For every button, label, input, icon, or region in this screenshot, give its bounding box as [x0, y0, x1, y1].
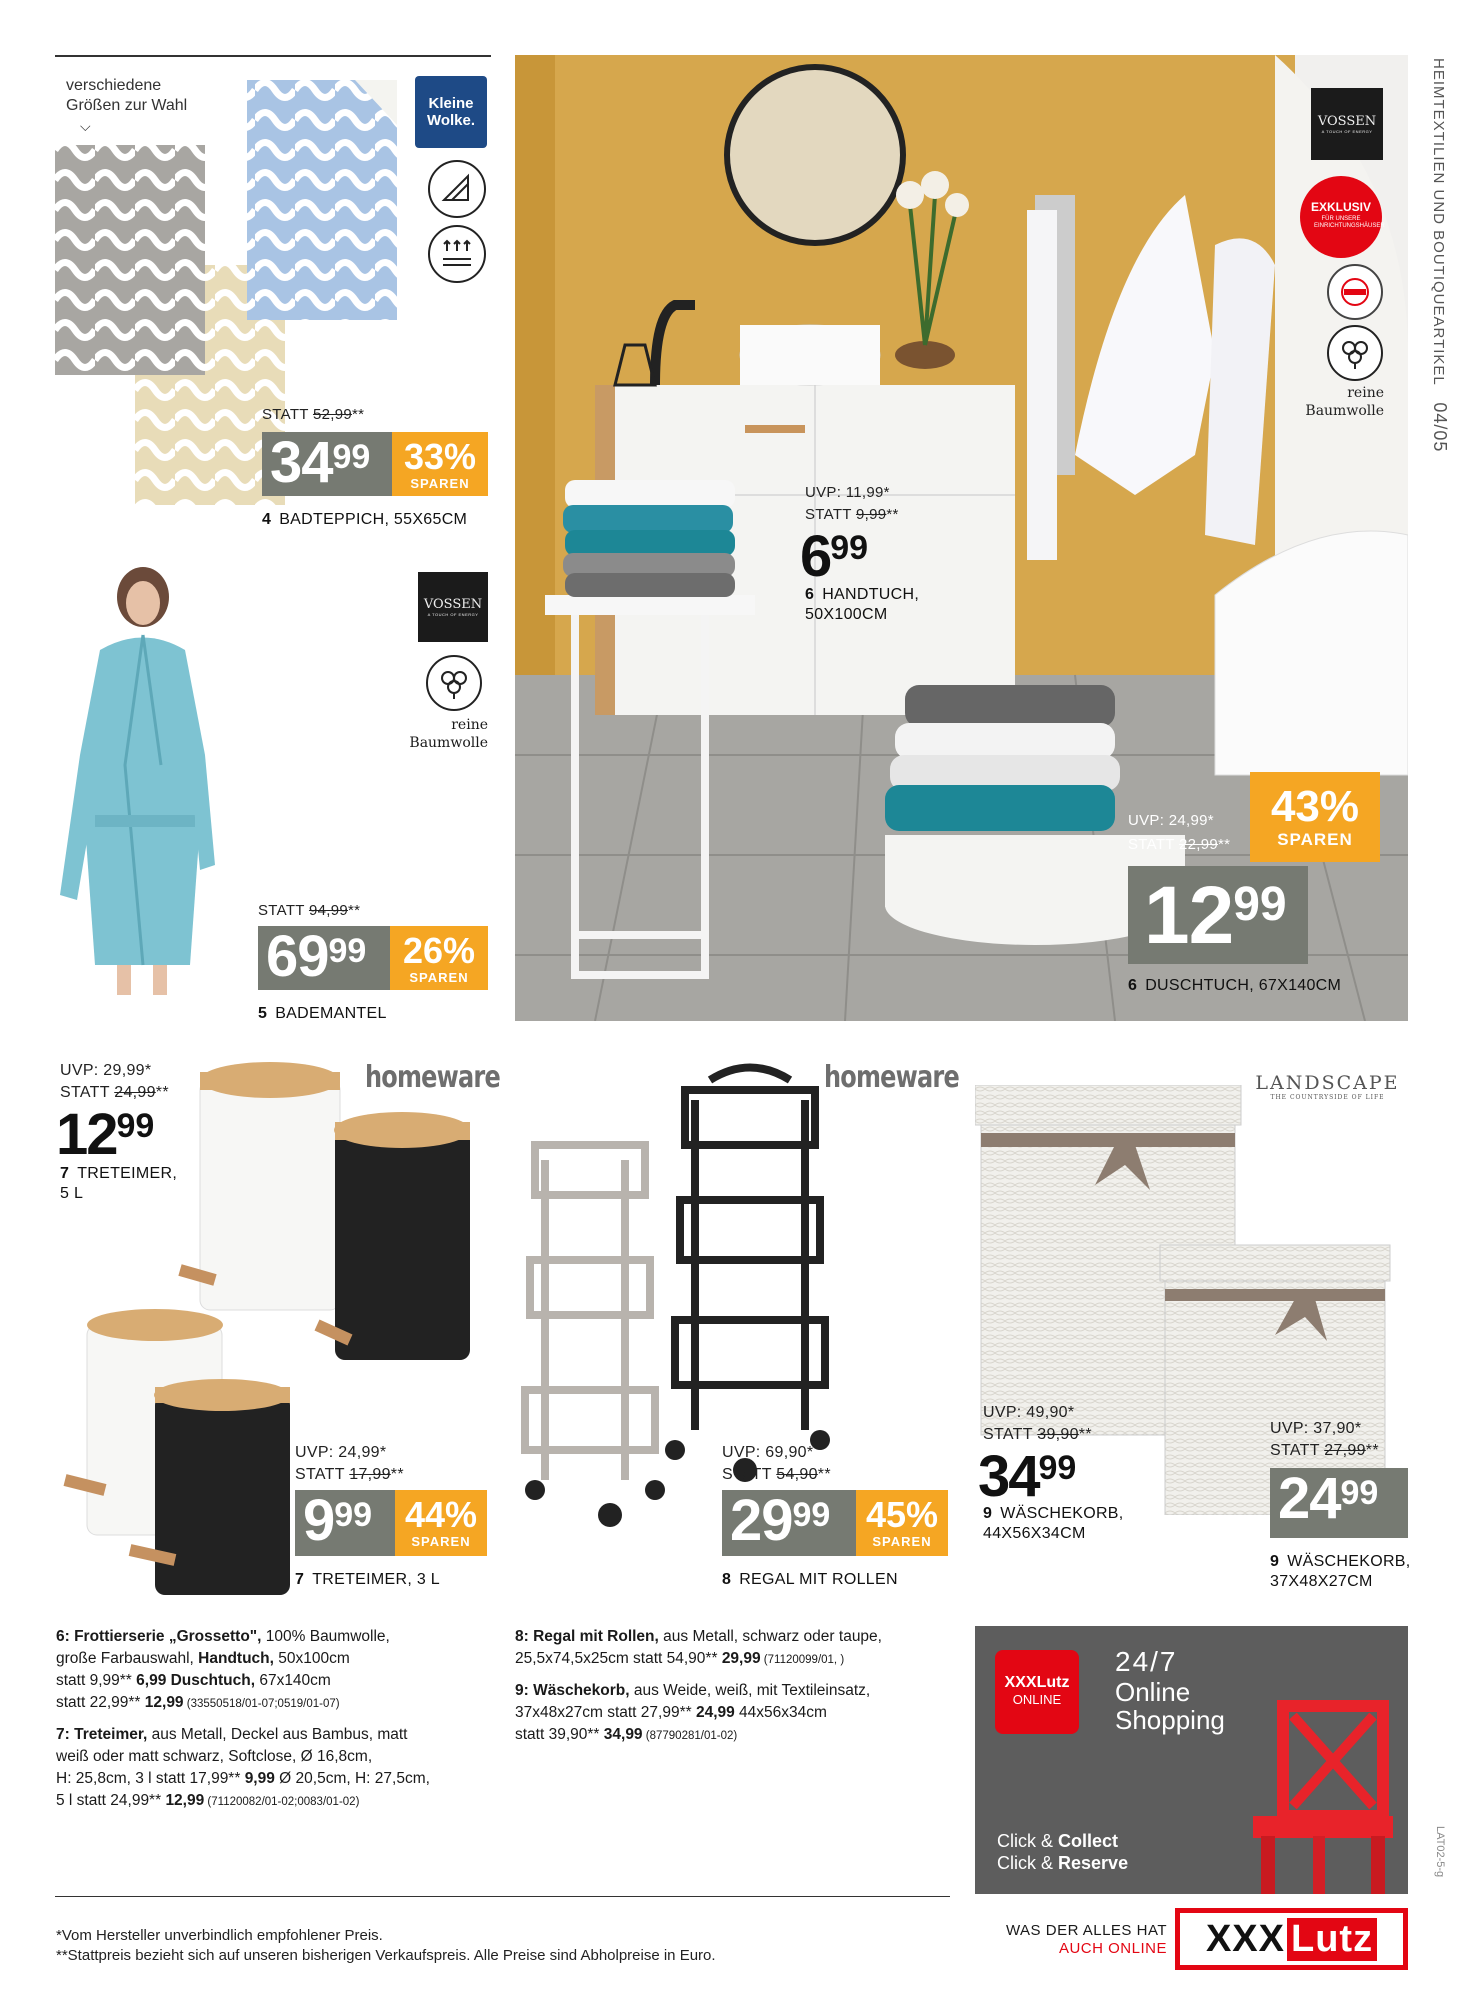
top-rule [55, 55, 491, 57]
xxxlutz-online-badge: XXXLutz ONLINE [995, 1650, 1079, 1734]
kleine-wolke-logo: Kleine Wolke. [415, 76, 487, 148]
landscape-logo: LANDSCAPE THE COUNTRYSIDE OF LIFE [1255, 1072, 1400, 1101]
xxxlutz-logo[interactable]: XXX Lutz [1175, 1908, 1408, 1970]
side-header-title: HEIMTEXTILIEN UND BOUTIQUEARTIKEL [1430, 58, 1447, 386]
cotton-label: reine Baumwolle [409, 717, 488, 751]
hero-cotton-label: reine Baumwolle [1305, 385, 1384, 419]
product9b-name: 9 WÄSCHEKORB, 37X48X27CM [1270, 1553, 1411, 1590]
click-options: Click & Collect Click & Reserve [997, 1831, 1129, 1873]
description-7: 7: Treteimer, aus Metall, Deckel aus Bambus, matt weiß oder matt schwarz, Softclose, Ø 16,8cm, H: 25,8cm, 3 l statt 17,99** 9,99 Ø 20,5cm, H: 27,5cm, 5 l statt 24,99** 12,99 (71120082/01-02;0083/01-02) [56, 1726, 430, 1809]
product5-save-badge: 26% SPAREN [390, 926, 488, 990]
non-slip-icon [428, 160, 486, 218]
product7a-uvp: UVP: 29,99* [60, 1062, 152, 1079]
austria-quality-badge [1327, 264, 1383, 320]
side-header-page: 04/05 [1430, 402, 1450, 453]
homeware-logo-2: homeware [824, 1060, 959, 1095]
footnotes [56, 1926, 716, 1966]
product7a-name: 7 TRETEIMER, 5 L [60, 1165, 178, 1202]
product4-price: 34 99 [262, 432, 392, 496]
shower-towel-save-badge: 43% SPAREN [1250, 772, 1380, 862]
product8-statt: STATT 54,90** [722, 1466, 831, 1483]
product9b-price: 24 99 [1270, 1468, 1408, 1538]
chevron-down-icon: ⌵ [80, 118, 91, 134]
bathrobe-image [55, 565, 235, 1005]
product7b-price: 9 99 [295, 1490, 395, 1556]
product5-price: 69 99 [258, 926, 390, 990]
vossen-logo: VOSSEN A TOUCH OF ENERGY [418, 572, 488, 642]
product9a-statt: STATT 39,90** [983, 1426, 1092, 1443]
side-header [1429, 58, 1450, 452]
product9b-uvp: UVP: 37,90* [1270, 1420, 1362, 1437]
product9a-uvp: UVP: 49,90* [983, 1404, 1075, 1421]
footnote-uvp: *Vom Hersteller unverbindlich empfohlener Preis. [56, 1927, 383, 1944]
hero-vossen-logo: VOSSEN A TOUCH OF ENERGY [1311, 88, 1383, 160]
red-chair-icon [1243, 1696, 1403, 1894]
description-9: 9: Wäschekorb, aus Weide, weiß, mit Textileinsatz, 37x48x27cm statt 27,99** 24,99 44x56x34cm statt 39,90** 34,99 (87790281/01-02) [515, 1682, 871, 1743]
product8-name: 8 REGAL MIT ROLLEN [722, 1571, 898, 1588]
product7a-statt: STATT 24,99** [60, 1084, 169, 1101]
product4-save-badge: 33% SPAREN [392, 432, 488, 496]
product7b-name: 7 TRETEIMER, 3 L [295, 1571, 440, 1588]
product8-save-badge: 45% SPAREN [856, 1490, 948, 1556]
shower-towel-uvp: UVP: 24,99* [1128, 812, 1214, 829]
side-code: LAT02-5-g [1434, 1826, 1446, 1878]
product7b-uvp: UVP: 24,99* [295, 1444, 387, 1461]
exklusiv-badge: EXKLUSIV FÜR UNSERE EINRICHTUNGSHÄUSER [1300, 176, 1382, 258]
towel-price: 6 99 [800, 524, 869, 589]
hero-cotton-icon [1327, 325, 1383, 381]
floor-heating-icon [428, 225, 486, 283]
shower-towel-price: 12 99 [1128, 866, 1308, 964]
footer-rule [55, 1896, 950, 1897]
product7a-price: 12 99 [56, 1102, 155, 1167]
product4-name: 4 BADTEPPICH, 55X65CM [262, 511, 468, 528]
towel-stack-left [563, 480, 735, 597]
footnote-statt: **Stattpreis bezieht sich auf unseren bisherigen Verkaufspreis. Alle Preise sind Abholpreise in Euro. [56, 1947, 716, 1964]
product9a-name: 9 WÄSCHEKORB, 44X56X34CM [983, 1505, 1124, 1542]
online-shopping-title: 24/7 Online Shopping [1115, 1646, 1225, 1735]
towel-stack-right [885, 685, 1120, 831]
product7b-save-badge: 44% SPAREN [395, 1490, 487, 1556]
product8-uvp: UVP: 69,90* [722, 1444, 814, 1461]
product5-name: 5 BADEMANTEL [258, 1005, 387, 1022]
towel-uvp: UVP: 11,99* [805, 484, 890, 501]
towel-name: 6 HANDTUCH, 50X100CM [805, 586, 920, 623]
product9a-price: 34 99 [978, 1444, 1077, 1509]
product9b-statt: STATT 27,99** [1270, 1442, 1379, 1459]
online-shopping-panel[interactable] [975, 1626, 1408, 1894]
description-8: 8: Regal mit Rollen, aus Metall, schwarz oder taupe, 25,5x74,5x25cm statt 54,90** 29,99 (71120099/01, ) [515, 1628, 882, 1667]
product7b-statt: STATT 17,99** [295, 1466, 404, 1483]
shower-towel-name: 6 DUSCHTUCH, 67X140CM [1128, 977, 1342, 994]
product8-price: 29 99 [722, 1490, 856, 1556]
description-6: 6: Frottierserie „Grossetto", 100% Baumwolle, große Farbauswahl, Handtuch, 50x100cm statt 9,99** 6,99 Duschtuch, 67x140cm statt 22,99** 12,99 (33550518/01-07;0519/01-07) [56, 1628, 390, 1711]
footer-tagline: WAS DER ALLES HAT AUCH ONLINE [1005, 1922, 1167, 1957]
shower-towel-statt: STATT 22,99** [1128, 836, 1231, 853]
homeware-logo-1: homeware [365, 1060, 500, 1095]
product5-statt: STATT 94,99** [258, 902, 361, 919]
product4-statt: STATT 52,99** [262, 406, 365, 423]
sizes-note: verschiedene Größen zur Wahl ⌵ [66, 77, 188, 134]
cotton-icon [426, 655, 482, 711]
towel-statt: STATT 9,99** [805, 506, 899, 523]
